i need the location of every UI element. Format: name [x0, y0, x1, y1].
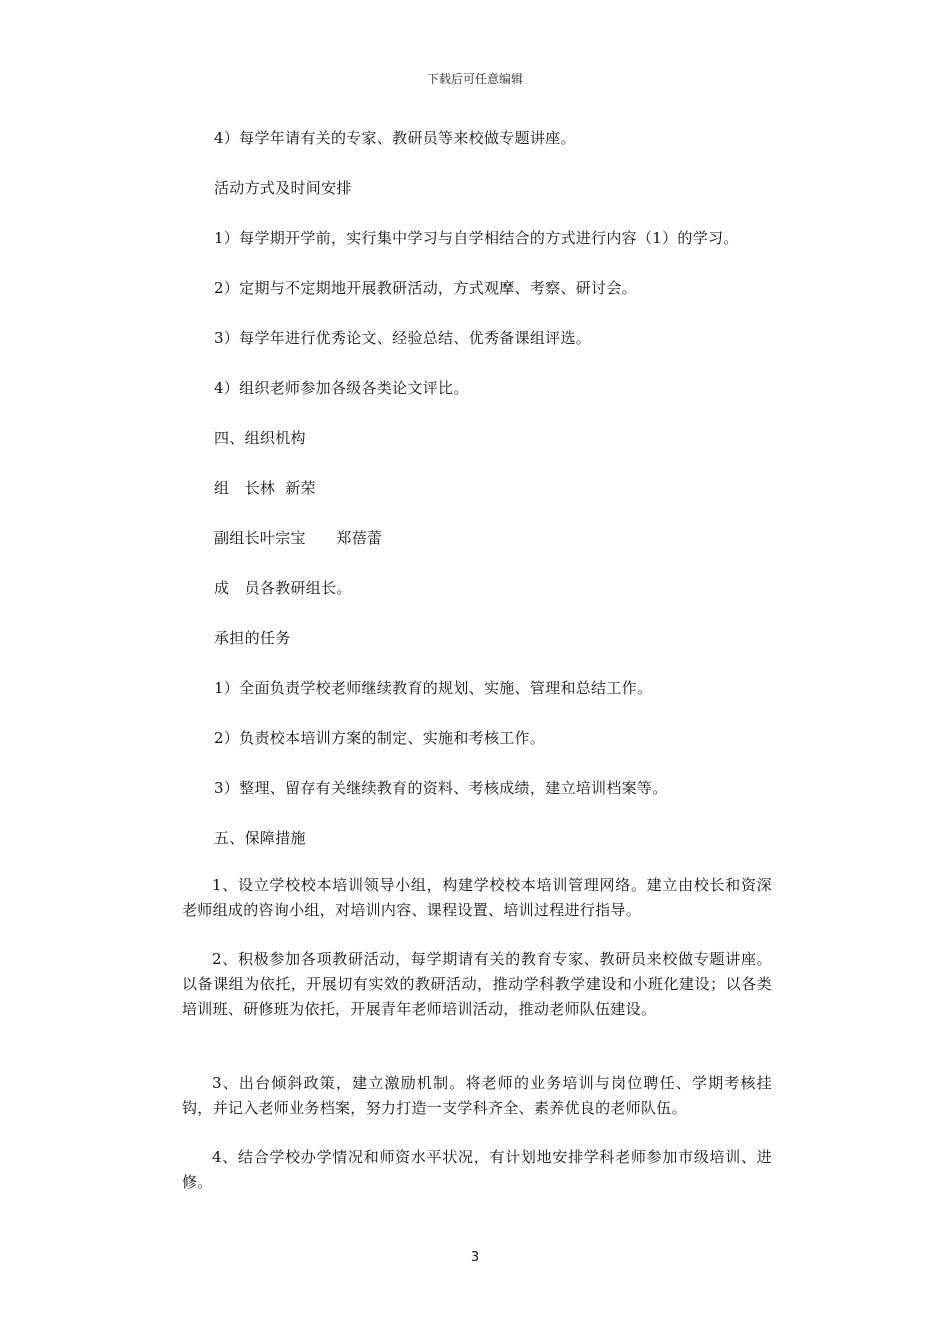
text-line: 成 员各教研组长。	[214, 579, 352, 597]
section-heading: 五、保障措施	[214, 829, 306, 847]
section-heading: 四、组织机构	[214, 429, 306, 447]
section-heading: 活动方式及时间安排	[214, 179, 352, 197]
paragraph: 2、积极参加各项教研活动，每学期请有关的教育专家、教研员来校做专题讲座。以备课组为依托，开展切有实效的教研活动，推动学科教学建设和小班化建设；以各类培训班、研修班为依托，开展青年老师培训活动，推动老师队伍建设。	[182, 950, 772, 1018]
section-heading: 承担的任务	[214, 629, 291, 647]
text-line: 4）组织老师参加各级各类论文评比。	[214, 379, 469, 397]
page-header: 下载后可任意编辑	[426, 72, 523, 86]
paragraph: 1、设立学校校本培训领导小组，构建学校校本培训管理网络。建立由校长和资深老师组成的咨询小组，对培训内容、课程设置、培训过程进行指导。	[182, 876, 772, 919]
page-number: 3	[470, 1250, 480, 1265]
text-line: 2）负责校本培训方案的制定、实施和考核工作。	[214, 729, 546, 747]
text-line: 1）全面负责学校老师继续教育的规划、实施、管理和总结工作。	[214, 679, 653, 697]
text-line: 副组长叶宗宝 郑蓓蕾	[214, 529, 383, 547]
text-line: 3）整理、留存有关继续教育的资料、考核成绩，建立培训档案等。	[214, 779, 668, 797]
text-line: 组 长林 新荣	[214, 479, 316, 497]
text-line: 4）每学年请有关的专家、教研员等来校做专题讲座。	[214, 129, 576, 147]
text-line: 3）每学年进行优秀论文、经验总结、优秀备课组评选。	[214, 329, 592, 347]
paragraph: 4、结合学校办学情况和师资水平状况，有计划地安排学科老师参加市级培训、进修。	[182, 1148, 772, 1191]
paragraph: 3、出台倾斜政策，建立激励机制。将老师的业务培训与岗位聘任、学期考核挂钩，并记入老师业务档案，努力打造一支学科齐全、素养优良的老师队伍。	[182, 1074, 772, 1117]
text-line: 1）每学期开学前，实行集中学习与自学相结合的方式进行内容（1）的学习。	[214, 229, 739, 247]
text-line: 2）定期与不定期地开展教研活动，方式观摩、考察、研讨会。	[214, 279, 637, 297]
